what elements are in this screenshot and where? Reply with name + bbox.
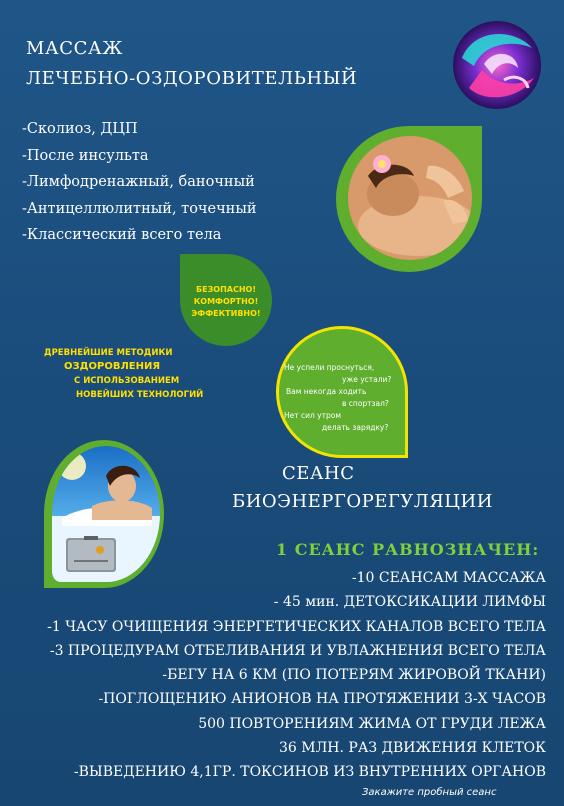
question-3a: Нет сил утром: [284, 411, 341, 420]
list-item: -1 ЧАСУ ОЧИЩЕНИЯ ЭНЕРГЕТИЧЕСКИХ КАНАЛОВ ВСЕГО ТЕЛА: [47, 618, 546, 635]
badge-line-1: БЕЗОПАСНО!: [196, 285, 256, 294]
massage-types-list: [22, 116, 257, 249]
list-item: -3 ПРОЦЕДУРАМ ОТБЕЛИВАНИЯ И УВЛАЖНЕНИЯ ВСЕГО ТЕЛА: [49, 642, 546, 659]
swirl-logo-icon: [444, 18, 550, 112]
list-item: - 45 мин. ДЕТОКСИКАЦИИ ЛИМФЫ: [273, 594, 546, 611]
list-item: -БЕГУ НА 6 КМ (ПО ПОТЕРЯМ ЖИРОВОЙ ТКАНИ): [162, 667, 546, 684]
methods-line-2: ОЗДОРОВЛЕНИЯ: [64, 361, 161, 372]
session-line-2: БИОЭНЕРГОРЕГУЛЯЦИИ: [232, 491, 493, 512]
title-line-1: МАССАЖ: [26, 38, 124, 59]
list-item: -Лимфодренажный, баночный: [22, 174, 255, 190]
question-1a: Не успели проснуться,: [284, 363, 375, 372]
list-item: 500 ПОВТОРЕНИЯМ ЖИМА ОТ ГРУДИ ЛЕЖА: [198, 715, 546, 732]
badge-line-3: ЭФФЕКТИВНО!: [191, 309, 261, 318]
safety-badge: [180, 284, 272, 320]
equivalent-heading: 1 СЕАНС РАВНОЗНАЧЕН:: [276, 540, 540, 559]
badge-line-2: КОМФОРТНО!: [193, 297, 259, 306]
device-photo-icon: [52, 446, 160, 582]
trial-session-cta[interactable]: Закажите пробный сеанс: [362, 787, 497, 798]
question-1b: уже устали?: [342, 375, 392, 384]
methods-line-1: ДРЕВНЕЙШИЕ МЕТОДИКИ: [44, 348, 173, 358]
question-2b: в спортзал?: [342, 399, 389, 408]
question-3b: делать зарядку?: [322, 423, 389, 432]
session-line-1: СЕАНС: [282, 463, 355, 484]
list-item: -ПОГЛОЩЕНИЮ АНИОНОВ НА ПРОТЯЖЕНИИ 3-Х ЧАСОВ: [98, 691, 546, 708]
list-item: -Классический всего тела: [22, 227, 222, 243]
massage-photo-icon: [348, 136, 472, 260]
methods-line-3: С ИСПОЛЬЗОВАНИЕМ: [74, 376, 180, 386]
benefits-list: [18, 566, 546, 785]
session-title: [232, 460, 493, 516]
list-item: -10 СЕАНСАМ МАССАЖА: [351, 570, 546, 586]
page-title: [26, 34, 357, 94]
methods-line-4: НОВЕЙШИХ ТЕХНОЛОГИЙ: [76, 390, 204, 400]
methods-text: [36, 346, 203, 402]
list-item: -Сколиоз, ДЦП: [22, 121, 138, 137]
list-item: -После инсульта: [22, 147, 149, 164]
list-item: 36 МЛН. РАЗ ДВИЖЕНИЯ КЛЕТОК: [279, 740, 546, 757]
title-line-2: ЛЕЧЕБНО-ОЗДОРОВИТЕЛЬНЫЙ: [26, 68, 358, 89]
list-item: -Антицеллюлитный, точечный: [22, 200, 257, 217]
questions-text: [284, 362, 404, 434]
list-item: -ВЫВЕДЕНИЮ 4,1ГР. ТОКСИНОВ ИЗ ВНУТРЕННИХ ОРГАНОВ: [73, 764, 546, 781]
question-2a: Вам некогда ходить: [286, 387, 367, 396]
